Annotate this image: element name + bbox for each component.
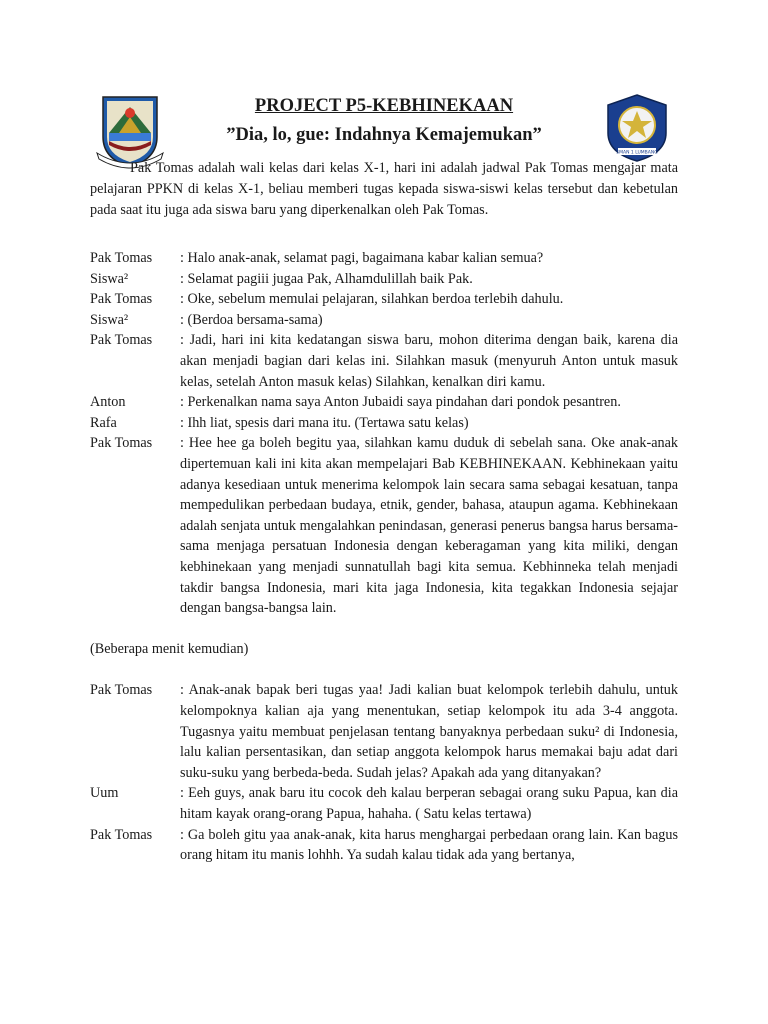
dialog-line xyxy=(90,433,678,618)
page-subtitle: ”Dia, lo, gue: Indahnya Kemajemukan” xyxy=(226,125,542,145)
speaker-name: Pak Tomas xyxy=(90,291,153,308)
page-title: PROJECT P5-KEBHINEKAAN xyxy=(254,96,514,116)
speaker-name: Pak Tomas xyxy=(90,250,153,266)
dialog-text: : Ga boleh gitu yaa anak-anak, kita harus menghargai perbedaan orang lain. Kan bagus orang hitam itu manis lohhh. Ya sudah kalau tidak ada yang bertanya, xyxy=(180,826,678,864)
speaker-name: Anton xyxy=(90,394,126,411)
dialog-line xyxy=(90,310,678,331)
speaker-name: Rafa xyxy=(90,414,117,431)
speaker-name: Siswa² xyxy=(90,270,129,287)
dialog-text: : Ihh liat, spesis dari mana itu. (Tertawa satu kelas) xyxy=(180,414,469,431)
dialog-line xyxy=(90,783,678,824)
speaker-name: Pak Tomas xyxy=(90,332,153,349)
dialog-text: : Eeh guys, anak baru itu cocok deh kalau berperan sebagai orang suku Papua, kan dia hitam kayak orang-orang Papua, hahaha. ( Satu kelas tertawa) xyxy=(180,785,678,823)
dialog-section-2 xyxy=(90,680,678,865)
dialog-text: : Selamat pagiii jugaa Pak, Alhamdulillah baik Pak. xyxy=(180,270,473,287)
dialog-text: : Anak-anak bapak beri tugas yaa! Jadi kalian buat kelompok terlebih dahulu, untuk kelompoknya kalian aja yang menentukan, setiap kelompok itu ada 3-4 anggota. Tugasnya yaitu membuat penjelasan tentang banyaknya perbedaan suku² di Indonesia, lalu kalian persentasikan, dan setiap anggota kelompok harus memakai baju adat dari suku-suku yang berbeda-beda. Sudah jelas? Apakah ada yang ditanyakan? xyxy=(180,682,678,781)
dialog-text: : Oke, sebelum memulai pelajaran, silahkan berdoa terlebih dahulu. xyxy=(180,291,564,308)
svg-text:SMAN 1 LUMBANG: SMAN 1 LUMBANG xyxy=(616,150,658,156)
dialog-text: : Halo anak-anak, selamat pagi, bagaimana kabar kalian semua? xyxy=(180,250,544,266)
speaker-name: Pak Tomas xyxy=(90,682,153,699)
narration-line: (Beberapa menit kemudian) xyxy=(90,641,249,658)
dialog-line xyxy=(90,269,678,290)
dialog-text: : Hee hee ga boleh begitu yaa, silahkan kamu duduk di sebelah sana. Oke anak-anak dipertemuan kali ini kita akan mempelajari Bab KEBHINEKAAN. Kebhinekaan yaitu adanya kesediaan untuk menerima kelompok lain secara sama sebagai kesatuan, tanpa mempedulikan perbedaan budaya, etnik, gender, bahasa, ataupun agama. Kebhinekaan adalah senjata untuk mengalahkan penindasan, generasi penerus bangsa harus bersama-sama menjaga persatuan Indonesia dengan keberagaman yang kita miliki, dengan kebhinekaan yang menjadi sunnatullah bagi kita semua. Kebhinneka telah menjadi takdir bangsa Indonesia, mari kita jaga Indonesia, kita tegakkan Indonesia sejajar dengan bangsa-bangsa lain. xyxy=(180,435,678,617)
speaker-name: Uum xyxy=(90,785,119,802)
dialog-line xyxy=(90,330,678,392)
dialog-line xyxy=(90,248,678,269)
dialog-text: : Jadi, hari ini kita kedatangan siswa baru, mohon diterima dengan baik, karena dia akan menjadi bagian dari kelas ini. Silahkan masuk (menyuruh Anton untuk masuk kelas, setelah Anton masuk kelas) Silahkan, kenalkan diri kamu. xyxy=(180,332,678,390)
dialog-line xyxy=(90,825,678,866)
intro-paragraph: Pak Tomas adalah wali kelas dari kelas X-1, hari ini adalah jadwal Pak Tomas mengajar mata pelajaran PPKN di kelas X-1, beliau memberi tugas kepada siswa-siswi kelas tersebut dan kebetulan pada saat itu juga ada siswa baru yang diperkenalkan oleh Pak Tomas. xyxy=(90,160,678,218)
speaker-name: Pak Tomas xyxy=(90,435,153,452)
dialog-line xyxy=(90,392,678,413)
dialog-line xyxy=(90,680,678,783)
speaker-name: Pak Tomas xyxy=(90,826,153,843)
school-emblem-icon xyxy=(602,93,672,163)
speaker-name: Siswa² xyxy=(90,311,129,328)
dialog-line xyxy=(90,413,678,434)
dialog-line xyxy=(90,289,678,310)
dialog-text: : (Berdoa bersama-sama) xyxy=(180,311,323,328)
dialog-text: : Perkenalkan nama saya Anton Jubaidi saya pindahan dari pondok pesantren. xyxy=(180,394,621,411)
dialog-section-1 xyxy=(90,248,678,619)
dialogue xyxy=(90,248,678,866)
